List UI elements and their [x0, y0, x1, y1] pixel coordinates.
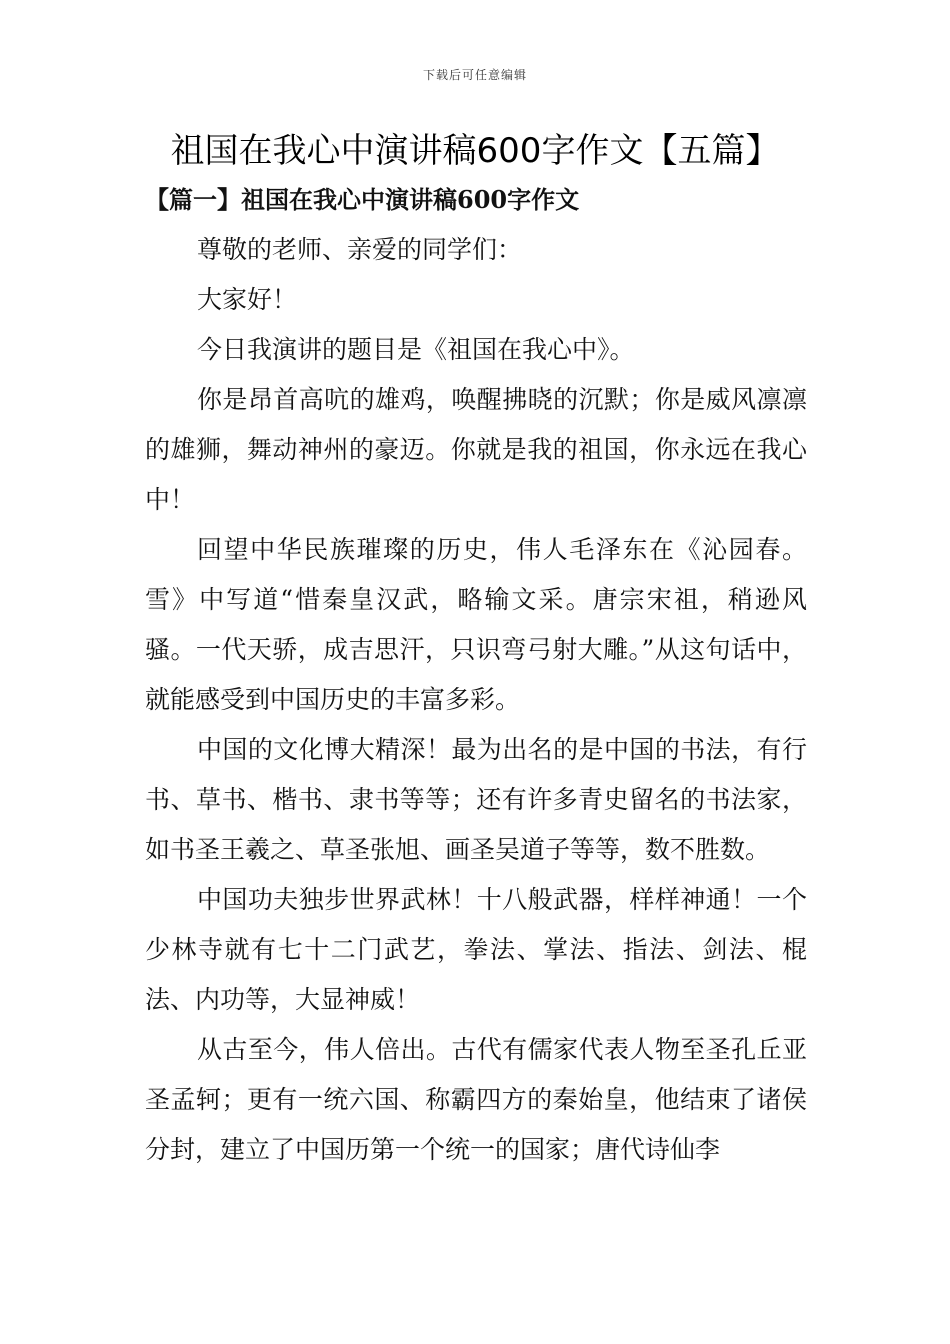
paragraph-topic: 今日我演讲的题目是《祖国在我心中》。 [197, 335, 635, 364]
paragraph-rooster-lion: 你是昂首高吭的雄鸡，唤醒拂晓的沉默；你是威风凛凛的雄狮，舞动神州的豪迈。你就是我的祖国，你永远在我心中！ [145, 385, 807, 514]
document-title: 祖国在我心中演讲稿600字作文【五篇】 [170, 131, 780, 171]
paragraph-history: 回望中华民族璀璨的历史，伟人毛泽东在《沁园春。雪》中写道“惜秦皇汉武，略输文采。唐宗宋祖，稍逊风骚。一代天骄，成吉思汗，只识弯弓射大雕。”从这句话中，就能感受到中国历史的丰富多彩。 [145, 535, 807, 714]
paragraph-kungfu: 中国功夫独步世界武林！十八般武器，样样神通！一个少林寺就有七十二门武艺，拳法、掌法、指法、剑法、棍法、内功等，大显神威！ [145, 885, 807, 1014]
paragraph-hello: 大家好！ [197, 285, 298, 314]
body-text [145, 225, 807, 1175]
header-note: 下载后可任意编辑 [422, 68, 527, 82]
paragraph-calligraphy: 中国的文化博大精深！最为出名的是中国的书法，有行书、草书、楷书、隶书等等；还有许多青史留名的书法家，如书圣王羲之、草圣张旭、画圣吴道子等等，数不胜数。 [145, 735, 807, 864]
section-heading: 【篇一】祖国在我心中演讲稿600字作文 [145, 185, 580, 214]
paragraph-greeting-audience: 尊敬的老师、亲爱的同学们： [197, 235, 523, 264]
paragraph-great-figures: 从古至今，伟人倍出。古代有儒家代表人物至圣孔丘亚圣孟轲；更有一统六国、称霸四方的秦始皇，他结束了诸侯分封，建立了中国历第一个统一的国家；唐代诗仙李 [145, 1035, 807, 1164]
